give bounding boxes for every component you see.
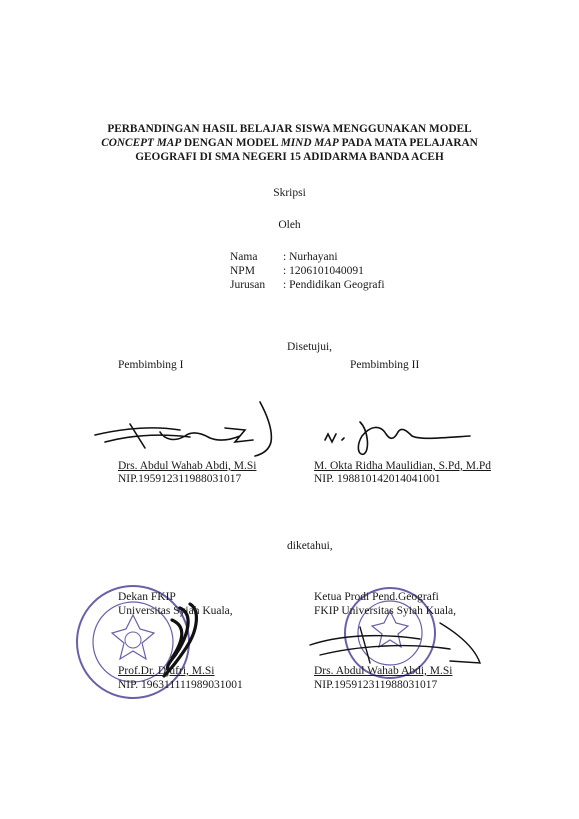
advisor1-role: Pembimbing I: [118, 359, 184, 371]
advisor1-nip: NIP.195912311988031017: [118, 473, 242, 485]
thesis-title: [60, 122, 519, 164]
dean-role-1: Dekan FKIP: [118, 591, 176, 603]
title-line-2: [60, 136, 519, 150]
approved-label: Disetujui,: [287, 341, 333, 353]
name-label: Nama: [230, 251, 258, 263]
advisor1-name: Drs. Abdul Wahab Abdi, M.Si: [118, 460, 257, 472]
dean-role-2: Universitas Syiah Kuala,: [118, 605, 233, 617]
npm-label: NPM: [230, 265, 255, 277]
advisor2-nip: NIP. 198810142014041001: [314, 473, 441, 485]
name-value: : Nurhayani: [283, 251, 338, 263]
title-end: PADA MATA PELAJARAN: [338, 137, 478, 149]
advisor2-name: M. Okta Ridha Maulidian, S.Pd, M.Pd: [314, 460, 491, 472]
title-mid: DENGAN MODEL: [181, 137, 281, 149]
advisor2-signature: [320, 410, 490, 460]
title-line-1: PERBANDINGAN HASIL BELAJAR SISWA MENGGUNAKAN MODEL: [107, 123, 472, 135]
known-label: diketahui,: [287, 540, 333, 552]
head-name: Drs. Abdul Wahab Abdi, M.Si: [314, 665, 453, 677]
title-mind-map: MIND MAP: [280, 137, 339, 149]
advisor1-signature: [85, 390, 295, 460]
dean-name: Prof.Dr. Djufri, M.Si: [118, 665, 215, 677]
major-label: Jurusan: [230, 279, 266, 291]
head-role-2: FKIP Universitas Syiah Kuala,: [314, 605, 457, 617]
title-line-3: GEOGRAFI DI SMA NEGERI 15 ADIDARMA BANDA ACEH: [135, 151, 444, 163]
advisor2-role: Pembimbing II: [350, 359, 420, 371]
head-nip: NIP.195912311988031017: [314, 679, 438, 691]
dean-nip: NIP. 196311111989031001: [118, 679, 243, 691]
major-value: : Pendidikan Geografi: [283, 279, 385, 291]
title-concept-map: CONCEPT MAP: [101, 137, 182, 149]
head-role-1: Ketua Prodi Pend.Geografi: [314, 591, 439, 603]
by-label: Oleh: [278, 219, 301, 231]
npm-value: : 1206101040091: [283, 265, 364, 277]
doc-type: Skripsi: [273, 187, 306, 199]
